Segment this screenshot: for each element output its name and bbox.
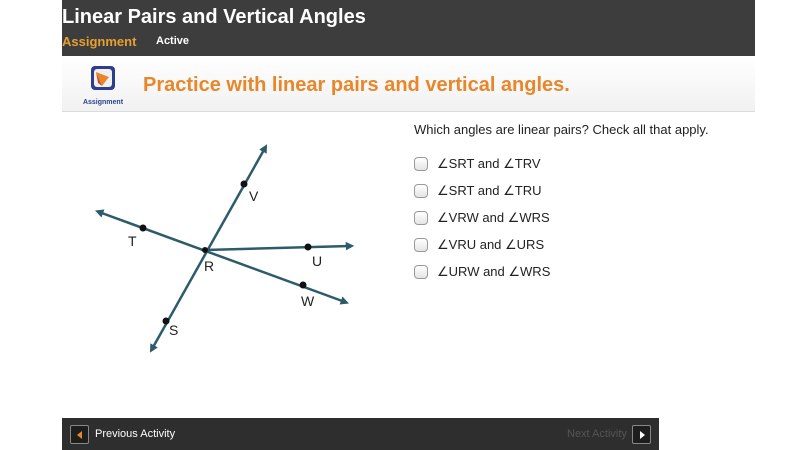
answer-options (414, 150, 550, 285)
ray-RU (205, 246, 350, 250)
checkbox[interactable] (414, 184, 428, 198)
tab-assignment[interactable]: Assignment (62, 34, 137, 49)
activity-footer (62, 418, 659, 450)
label-R: R (204, 258, 215, 274)
question-prompt: Which angles are linear pairs? Check all that apply. (414, 122, 709, 137)
previous-activity-label[interactable]: Previous Activity (95, 428, 176, 440)
next-activity-label: Next Activity (567, 428, 627, 440)
option-label: ∠VRW and ∠WRS (437, 209, 550, 225)
option-label: ∠VRU and ∠URS (437, 236, 545, 252)
point-T (140, 225, 147, 232)
option-2[interactable] (414, 177, 550, 204)
option-5[interactable] (414, 258, 550, 285)
arrow-left-icon (75, 430, 85, 440)
checkbox[interactable] (414, 157, 428, 171)
activity-title: Linear Pairs and Vertical Angles (62, 6, 366, 28)
option-label: ∠URW and ∠WRS (437, 263, 551, 279)
checkbox[interactable] (414, 211, 428, 225)
previous-activity-button[interactable] (70, 425, 89, 444)
option-label: ∠SRT and ∠TRV (437, 155, 541, 171)
option-label: ∠SRT and ∠TRU (437, 182, 542, 198)
assignment-banner (62, 56, 755, 112)
option-1[interactable] (414, 150, 550, 177)
label-S: S (169, 322, 179, 338)
status-label: Active (156, 35, 190, 47)
banner-title: Practice with linear pairs and vertical angles. (143, 74, 570, 96)
label-T: T (128, 233, 137, 249)
point-U (305, 244, 312, 251)
label-V: V (249, 188, 259, 204)
option-4[interactable] (414, 231, 550, 258)
next-activity-button[interactable] (632, 425, 651, 444)
option-3[interactable] (414, 204, 550, 231)
label-U: U (312, 253, 323, 269)
checkbox[interactable] (414, 238, 428, 252)
point-R (202, 247, 208, 253)
angle-diagram (62, 112, 392, 367)
assignment-icon (82, 65, 124, 107)
label-W: W (301, 293, 315, 309)
point-V (241, 181, 248, 188)
arrow-right-icon (637, 430, 647, 440)
assignment-icon-label: Assignment (82, 99, 124, 106)
point-W (300, 282, 307, 289)
checkbox[interactable] (414, 265, 428, 279)
activity-header (62, 0, 755, 56)
